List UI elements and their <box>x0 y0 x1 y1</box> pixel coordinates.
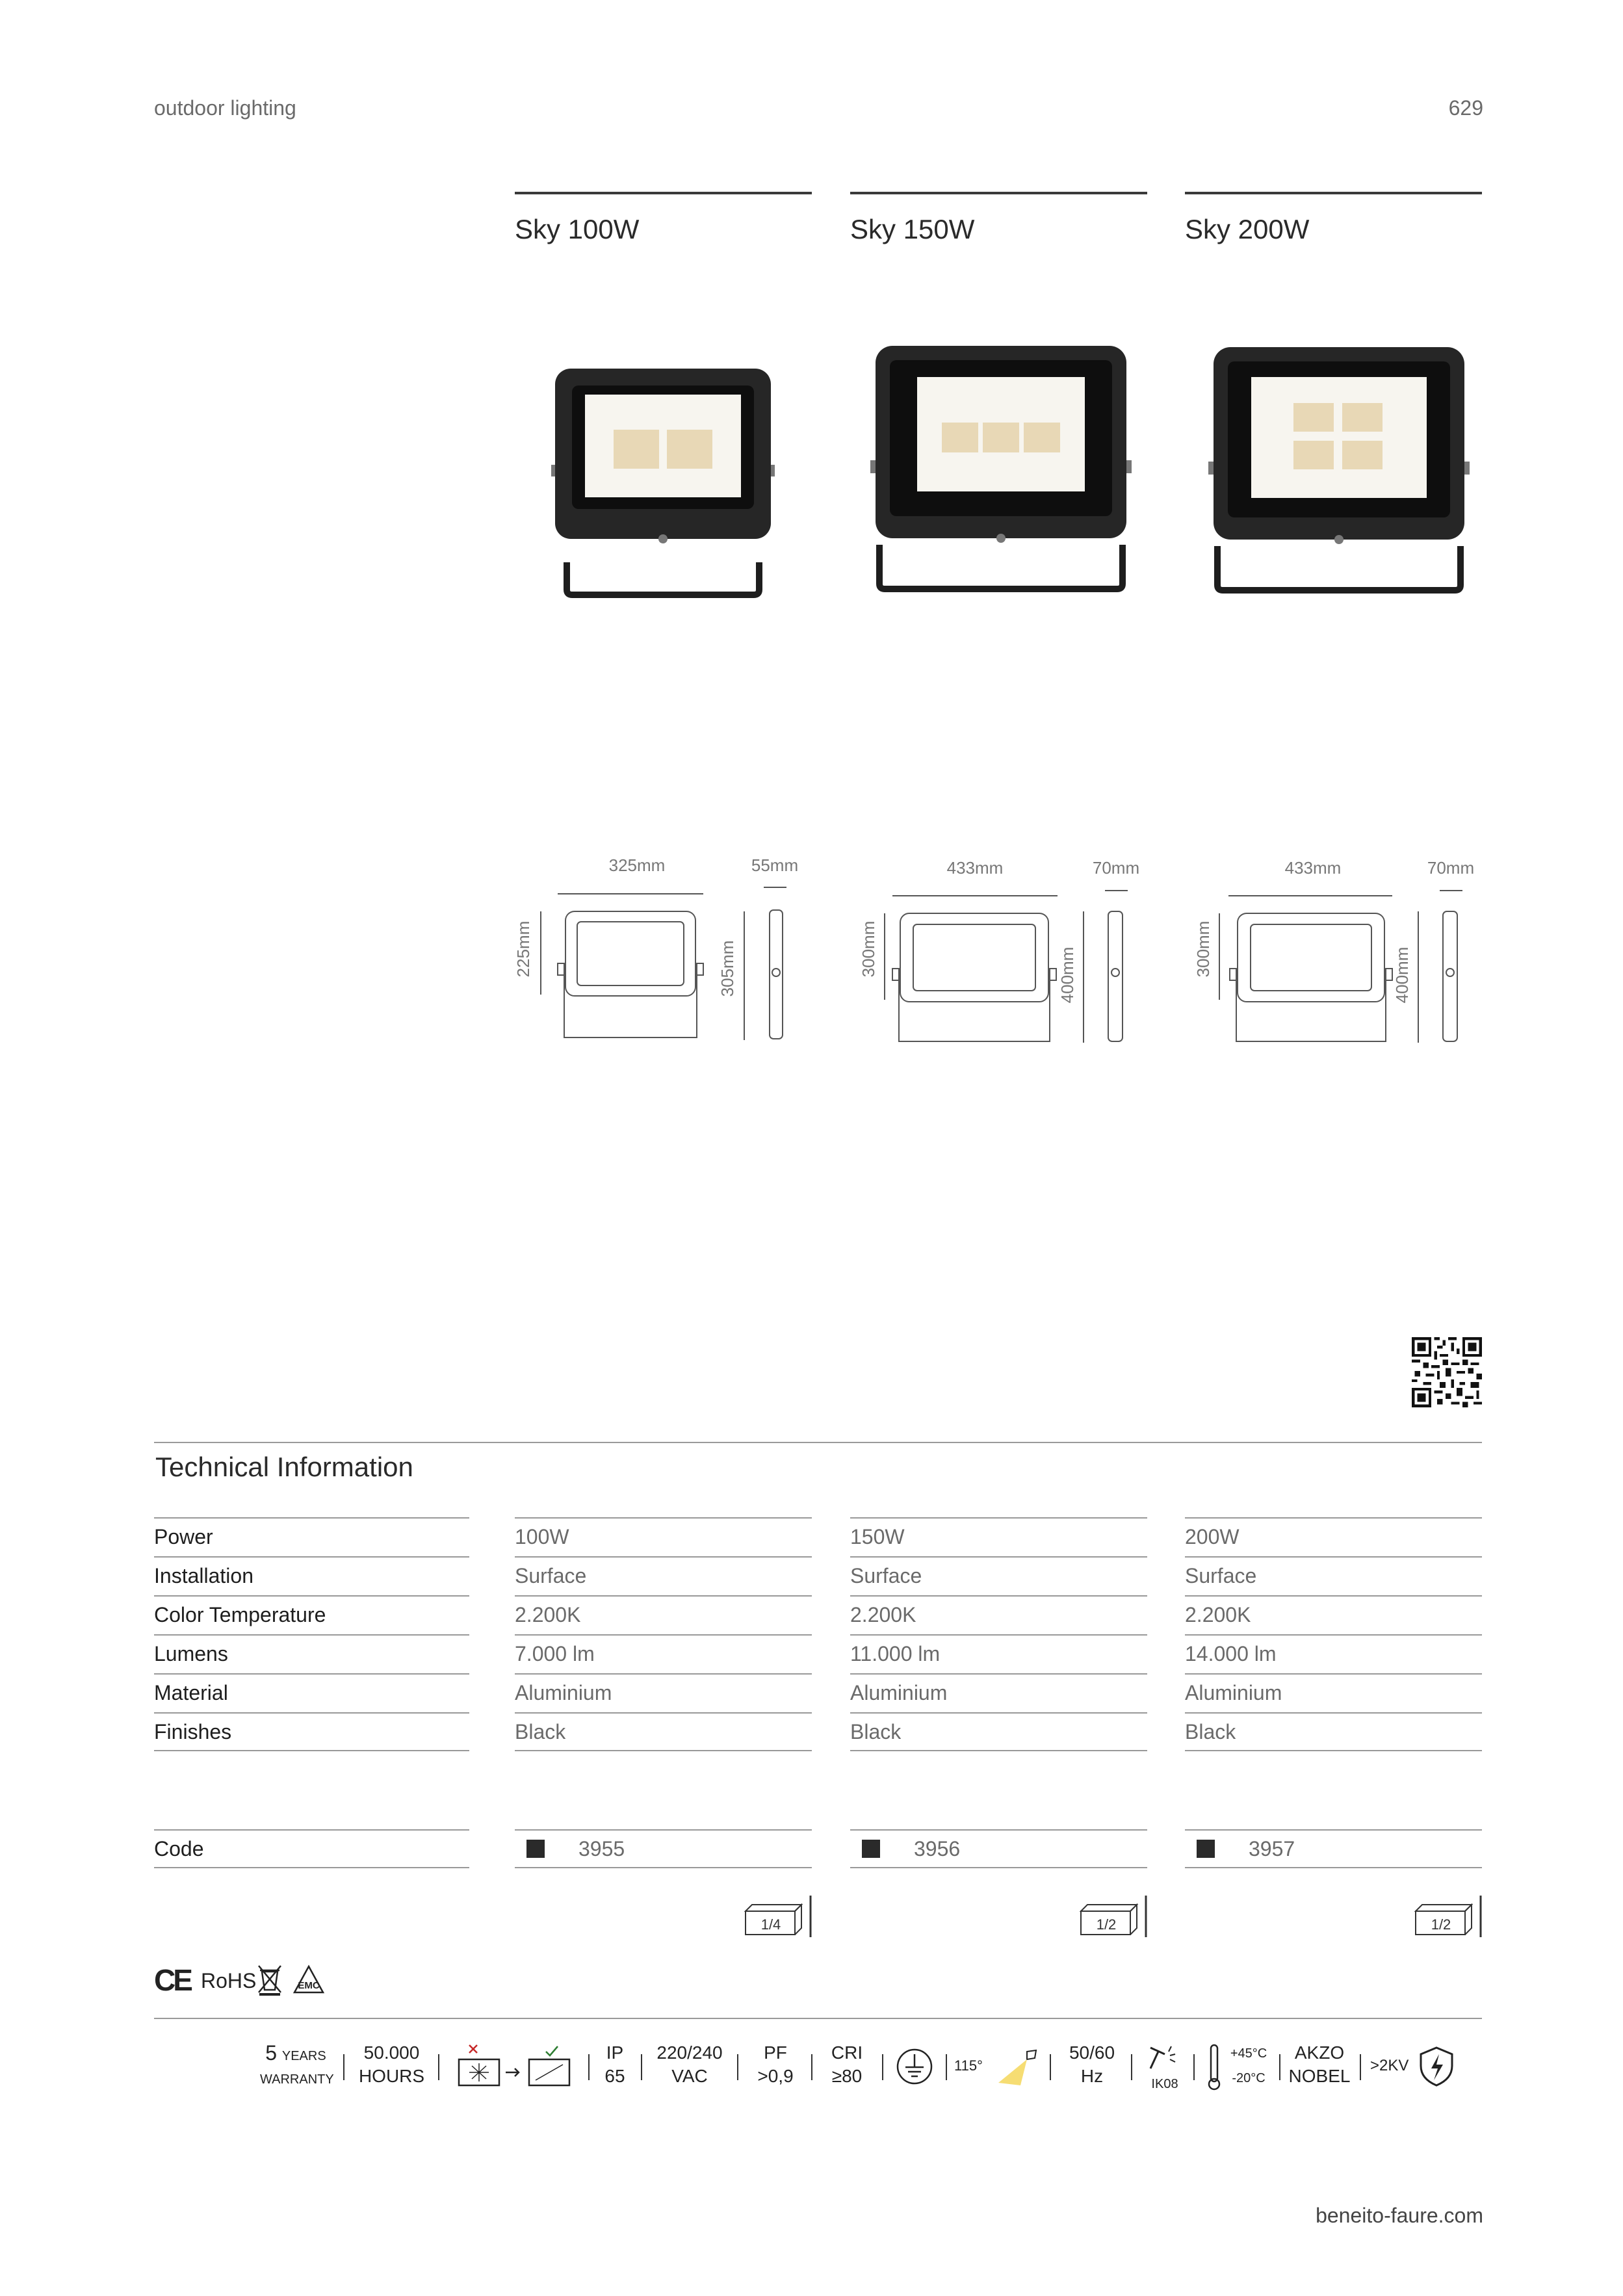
voltage-value: 220/240 <box>656 2042 723 2063</box>
body-height-dimension: 300mm <box>859 920 878 978</box>
width-dimension: 325mm <box>608 855 666 875</box>
spec-value-installation: Surface <box>850 1556 1147 1595</box>
voltage-unit: VAC <box>671 2066 708 2086</box>
spec-value-lumens: 11.000 lm <box>850 1634 1147 1673</box>
packaging-box-100w <box>744 1893 816 1942</box>
product-code: 3957 <box>1249 1837 1295 1860</box>
width-dimension: 433mm <box>946 858 1004 878</box>
spec-value-power: 100W <box>515 1517 812 1556</box>
body-height-dimension: 225mm <box>513 920 533 978</box>
ip-rating <box>595 2041 634 2088</box>
spec-value-installation: Surface <box>1185 1556 1482 1595</box>
total-height-dimension: 305mm <box>718 940 737 997</box>
product-photo-200w <box>1206 345 1472 595</box>
product-code: 3955 <box>578 1837 625 1860</box>
separator <box>737 2054 738 2080</box>
total-height-dimension: 400mm <box>1392 946 1412 1004</box>
glass-replacement-icon <box>456 2042 576 2092</box>
frequency <box>1059 2041 1124 2088</box>
earth-ground-icon <box>896 2048 933 2085</box>
pf-value: >0,9 <box>757 2066 794 2086</box>
hours-value: 50.000 <box>363 2042 420 2063</box>
pf-label: PF <box>764 2042 787 2063</box>
spec-value-finishes: Black <box>515 1712 812 1751</box>
packaging-box-150w <box>1080 1893 1151 1942</box>
spec-value-lumens: 14.000 lm <box>1185 1634 1482 1673</box>
warranty-years: YEARS <box>281 2049 326 2063</box>
power-factor <box>746 2041 805 2088</box>
separator <box>811 2054 812 2080</box>
beam-angle-icon <box>994 2046 1041 2087</box>
spec-label-material: Material <box>154 1673 469 1712</box>
separator <box>641 2054 642 2080</box>
product-column-150w <box>850 192 1147 245</box>
temp-min: -20°C <box>1232 2071 1266 2085</box>
page-number: 629 <box>1448 96 1483 120</box>
cri-label: CRI <box>831 2042 863 2063</box>
ik-rating: IK08 <box>1151 2077 1178 2091</box>
cri <box>818 2041 876 2088</box>
packaging-box-200w <box>1414 1893 1486 1942</box>
spec-value-power: 150W <box>850 1517 1147 1556</box>
spec-label-color-temperature: Color Temperature <box>154 1595 469 1634</box>
ip-label: IP <box>606 2042 624 2063</box>
specs-divider <box>154 2018 1482 2019</box>
code-cell-150w <box>850 1829 1147 1868</box>
hours-label: HOURS <box>358 2066 425 2086</box>
impact-hammer-icon <box>1145 2042 1184 2071</box>
spec-value-power: 200W <box>1185 1517 1482 1556</box>
spec-value-color-temperature: 2.200K <box>515 1595 812 1634</box>
emc-icon <box>292 1964 326 1996</box>
spec-value-finishes: Black <box>1185 1712 1482 1751</box>
section-divider <box>154 1442 1482 1443</box>
column-rule <box>515 192 812 194</box>
paint-brand-line-2: NOBEL <box>1288 2066 1351 2086</box>
paint-brand-line-1: AKZO <box>1294 2042 1345 2063</box>
technical-information-title: Technical Information <box>155 1452 413 1482</box>
ce-mark: CE <box>154 1963 190 1997</box>
code-cell-100w <box>515 1829 812 1868</box>
warranty-number: 5 <box>265 2041 278 2065</box>
finish-swatch-black <box>526 1840 545 1858</box>
separator <box>946 2054 947 2080</box>
lifetime-hours <box>354 2041 429 2088</box>
spec-value-installation: Surface <box>515 1556 812 1595</box>
product-name: Sky 150W <box>850 214 975 244</box>
spec-value-material: Aluminium <box>1185 1673 1482 1712</box>
separator <box>1131 2054 1132 2080</box>
packaging-units: 1/2 <box>1431 1916 1451 1933</box>
spec-label-installation: Installation <box>154 1556 469 1595</box>
total-height-dimension: 400mm <box>1058 946 1077 1004</box>
spec-label-lumens: Lumens <box>154 1634 469 1673</box>
dimension-drawing-200w <box>1183 852 1488 1047</box>
depth-dimension: 70mm <box>1092 858 1140 878</box>
packaging-units: 1/2 <box>1096 1916 1117 1933</box>
product-code: 3956 <box>914 1837 961 1860</box>
beam-angle: 115° <box>954 2057 983 2074</box>
website-link[interactable]: beneito-faure.com <box>1316 2204 1483 2227</box>
surge-shield-icon <box>1417 2045 1456 2088</box>
code-cell-200w <box>1185 1829 1482 1868</box>
thermometer-icon <box>1206 2042 1222 2092</box>
spec-label-power: Power <box>154 1517 469 1556</box>
product-column-200w <box>1185 192 1482 245</box>
product-name: Sky 200W <box>1185 214 1310 244</box>
separator <box>1193 2054 1195 2080</box>
depth-dimension: 55mm <box>751 855 799 875</box>
spec-value-finishes: Black <box>850 1712 1147 1751</box>
qr-code[interactable] <box>1412 1337 1482 1407</box>
separator <box>438 2054 439 2080</box>
spec-value-color-temperature: 2.200K <box>1185 1595 1482 1634</box>
spec-label-finishes: Finishes <box>154 1712 469 1751</box>
separator <box>588 2054 590 2080</box>
voltage <box>647 2041 732 2088</box>
paint-brand <box>1287 2041 1352 2088</box>
product-photo-100w <box>546 367 780 598</box>
product-column-100w <box>515 192 812 245</box>
body-height-dimension: 300mm <box>1193 920 1213 978</box>
svg-text:EMC: EMC <box>298 1980 320 1991</box>
rohs-mark: RoHS <box>201 1969 257 1992</box>
separator <box>882 2054 883 2080</box>
weee-bin-icon <box>257 1964 283 1996</box>
width-dimension: 433mm <box>1284 858 1342 878</box>
section-title: outdoor lighting <box>154 96 296 120</box>
product-photo-150w <box>868 343 1134 594</box>
dimension-drawing-100w <box>513 852 812 1047</box>
temperature-range <box>1226 2041 1271 2091</box>
packaging-units: 1/4 <box>760 1916 781 1933</box>
code-label: Code <box>154 1829 469 1868</box>
spec-value-color-temperature: 2.200K <box>850 1595 1147 1634</box>
warranty-badge <box>260 2041 334 2091</box>
separator <box>1360 2054 1361 2080</box>
temp-max: +45°C <box>1230 2046 1267 2061</box>
freq-unit: Hz <box>1080 2066 1104 2086</box>
separator <box>1050 2054 1051 2080</box>
spec-value-material: Aluminium <box>515 1673 812 1712</box>
freq-value: 50/60 <box>1069 2042 1115 2063</box>
product-name: Sky 100W <box>515 214 640 244</box>
spec-value-material: Aluminium <box>850 1673 1147 1712</box>
finish-swatch-black <box>1197 1840 1215 1858</box>
column-rule <box>850 192 1147 194</box>
spec-value-lumens: 7.000 lm <box>515 1634 812 1673</box>
dimension-drawing-150w <box>848 852 1154 1047</box>
depth-dimension: 70mm <box>1427 858 1475 878</box>
ip-value: 65 <box>604 2066 625 2086</box>
separator <box>343 2054 344 2080</box>
separator <box>1279 2054 1280 2080</box>
surge-protection: >2KV <box>1370 2057 1409 2074</box>
finish-swatch-black <box>862 1840 880 1858</box>
column-rule <box>1185 192 1482 194</box>
warranty-word: WARRANTY <box>260 2072 334 2087</box>
cri-value: ≥80 <box>831 2066 863 2086</box>
